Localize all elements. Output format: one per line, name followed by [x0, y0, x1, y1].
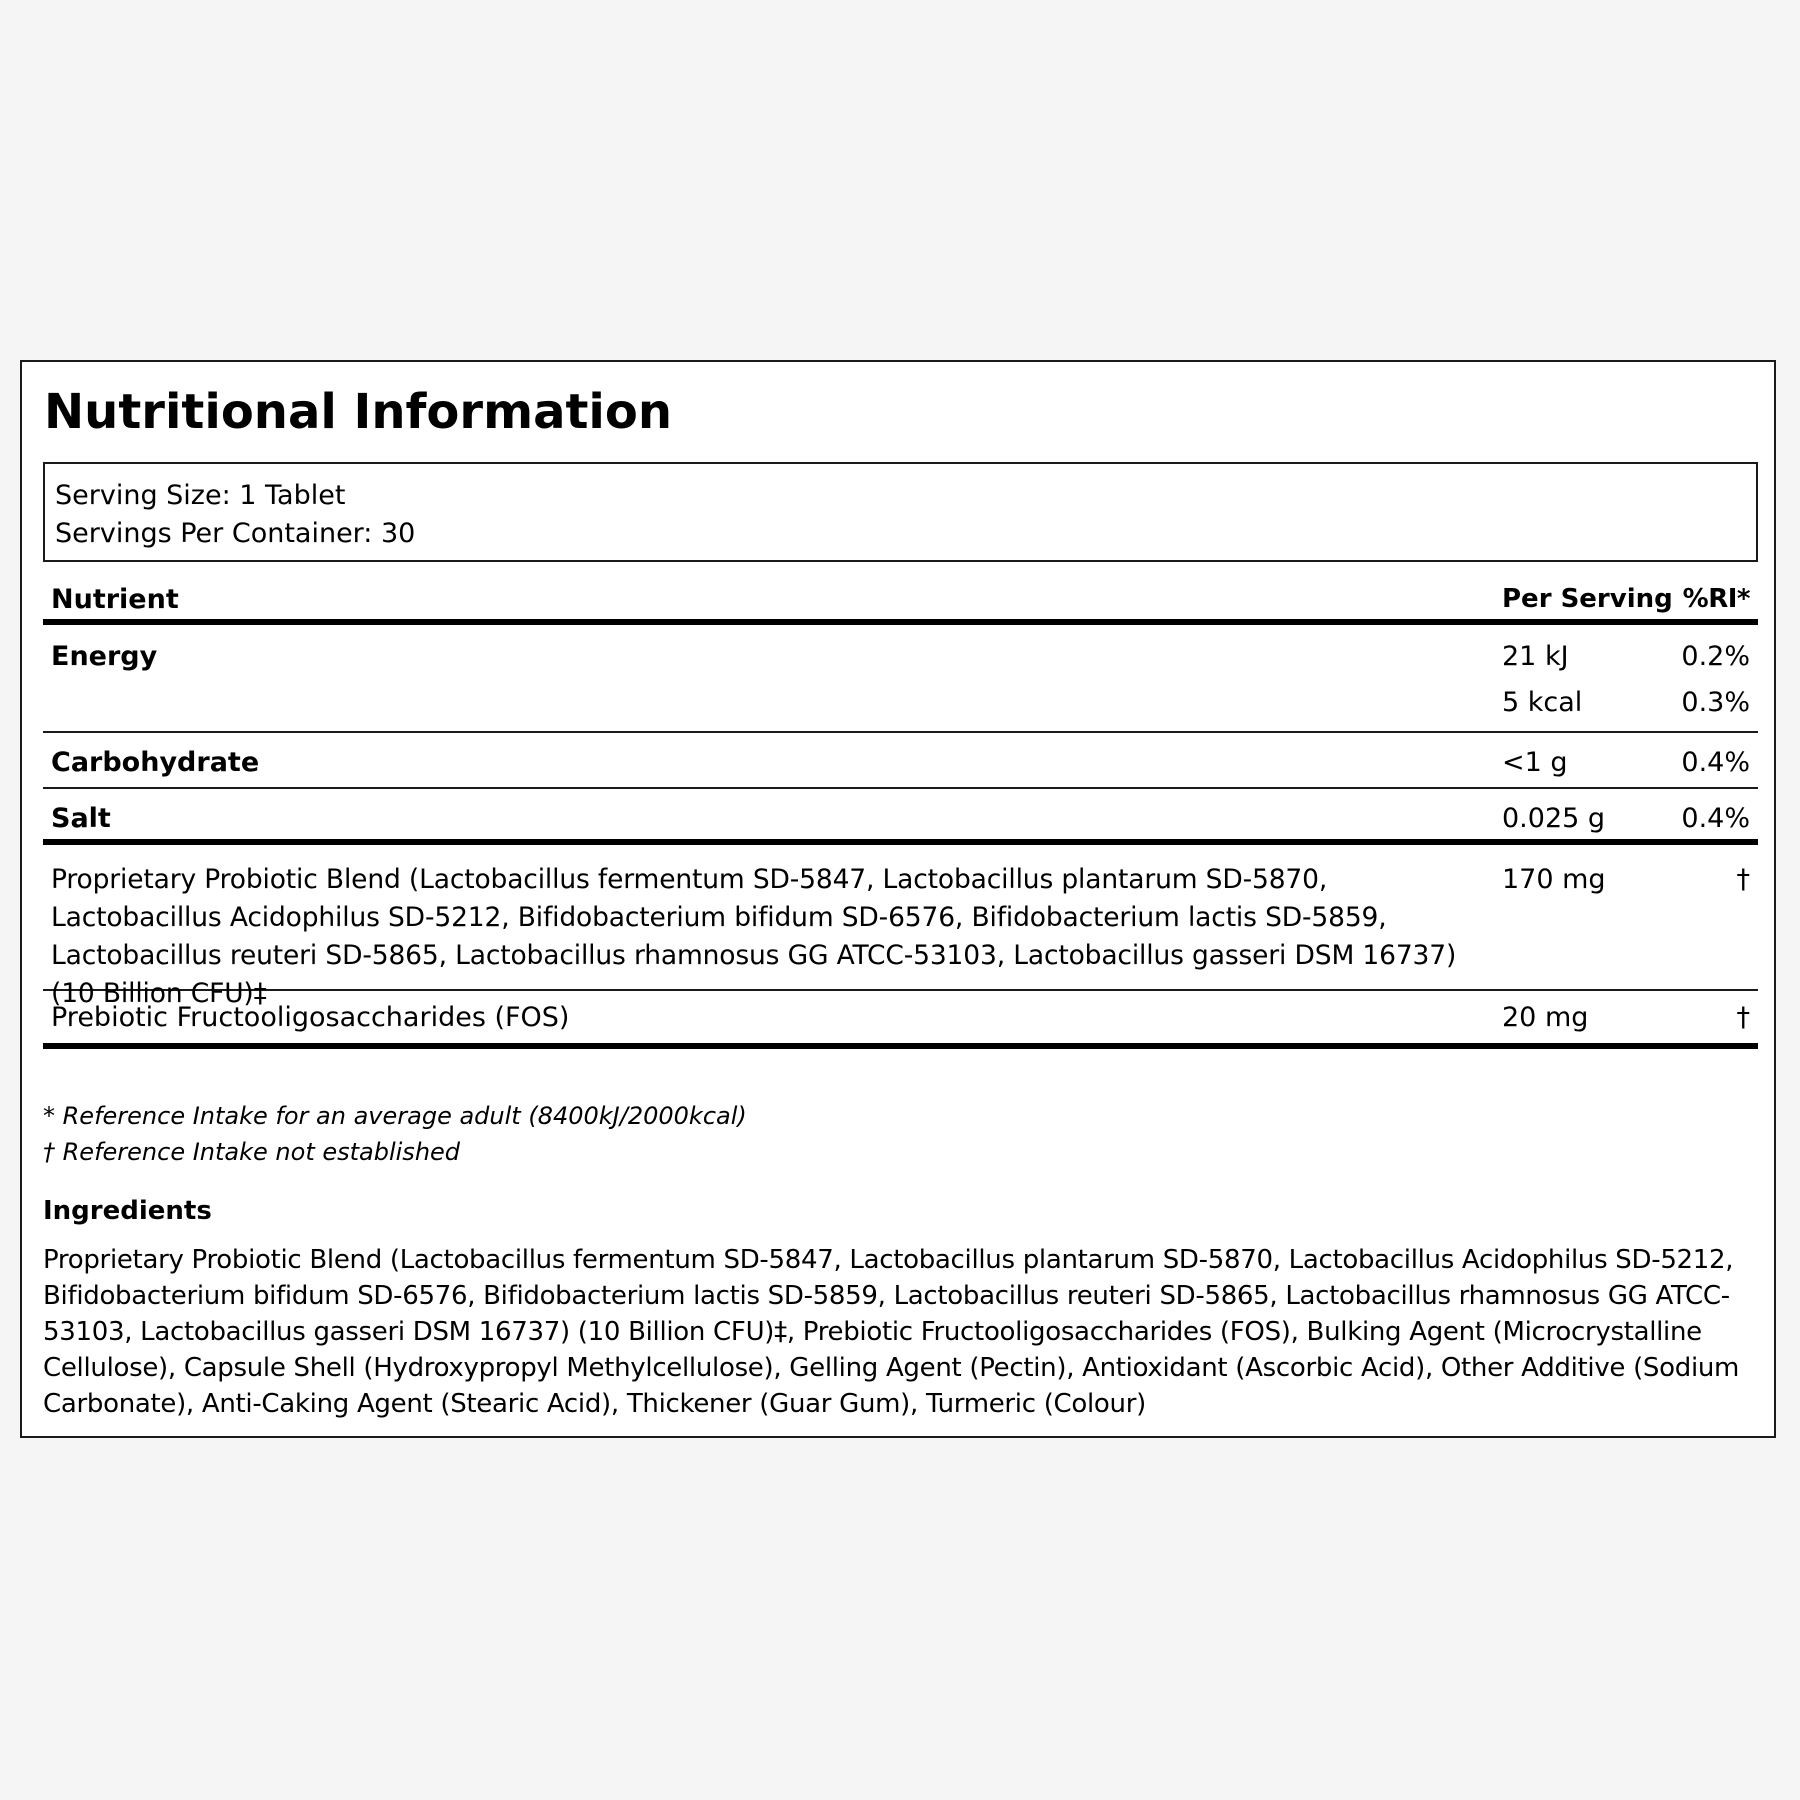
column-header-ri: %RI* — [1682, 584, 1750, 614]
servings-per-container: Servings Per Container: 30 — [55, 518, 416, 549]
ingredients-heading: Ingredients — [43, 1196, 212, 1226]
ri-value: † — [1736, 864, 1750, 895]
column-header-nutrient: Nutrient — [51, 584, 179, 615]
footnotes — [43, 1098, 747, 1170]
nutrient-name: Proprietary Probiotic Blend (Lactobacillus fermentum SD-5847, Lactobacillus plantarum SD-5870, Lactobacillus Acidophilus SD-5212, Bifidobacterium bifidum SD-6576, Bifidobacterium lactis SD-5859, Lactobacillus reuteri SD-5865, Lactobacillus rhamnosus GG ATCC-53103, Lactobacillus gasseri DSM 16737) (10 Billion CFU)‡ — [51, 864, 1457, 1009]
ri-value: 0.2% — [1681, 641, 1750, 672]
nutrition-table — [43, 572, 1758, 1049]
table-row-energy-kcal — [43, 679, 1758, 733]
nutrient-name: Carbohydrate — [51, 747, 260, 778]
table-row-probiotic-blend — [43, 845, 1758, 1009]
footnote-not-established: † Reference Intake not established — [43, 1138, 461, 1166]
page-title: Nutritional Information — [44, 384, 673, 440]
ri-value: 0.4% — [1681, 747, 1750, 778]
table-row-carbohydrate — [43, 733, 1758, 789]
table-header-row — [43, 572, 1758, 625]
ingredients-text: Proprietary Probiotic Blend (Lactobacillus fermentum SD-5847, Lactobacillus plantarum SD-5870, Lactobacillus Acidophilus SD-5212, Bifidobacterium bifidum SD-6576, Bifidobacterium lactis SD-5859, Lactobacillus reuteri SD-5865, Lactobacillus rhamnosus GG ATCC-53103, Lactobacillus gasseri DSM 16737) (10 Billion CFU)‡, Prebiotic Fructooligosaccharides (FOS), Bulking Agent (Microcrystalline Cellulose), Capsule Shell (Hydroxypropyl Methylcellulose), Gelling Agent (Pectin), Antioxidant (Ascorbic Acid), Other Additive (Sodium Carbonate), Anti-Caking Agent (Stearic Acid), Thickener (Guar Gum), Turmeric (Colour) — [43, 1245, 1740, 1419]
table-row-energy-kj — [43, 625, 1758, 679]
table-row-salt — [43, 789, 1758, 845]
nutrient-name: Energy — [51, 641, 158, 672]
footnote-ri: * Reference Intake for an average adult (8400kJ/2000kcal) — [43, 1102, 747, 1130]
nutrition-panel — [20, 360, 1776, 1438]
ri-value: † — [1736, 1002, 1750, 1033]
column-header-per-serving: Per Serving — [1502, 584, 1673, 614]
nutrient-name: Salt — [51, 803, 111, 834]
ri-value: 0.3% — [1681, 687, 1750, 718]
serving-info-box — [43, 462, 1758, 562]
serving-size: Serving Size: 1 Tablet — [55, 480, 346, 511]
per-serving-value: 170 mg — [1502, 864, 1606, 895]
per-serving-value: 0.025 g — [1502, 803, 1606, 834]
per-serving-value: 20 mg — [1502, 1002, 1589, 1033]
per-serving-value: <1 g — [1502, 747, 1568, 778]
nutrient-name: Prebiotic Fructooligosaccharides (FOS) — [51, 1002, 570, 1033]
per-serving-value: 5 kcal — [1502, 687, 1583, 718]
per-serving-value: 21 kJ — [1502, 641, 1569, 672]
ri-value: 0.4% — [1681, 803, 1750, 834]
